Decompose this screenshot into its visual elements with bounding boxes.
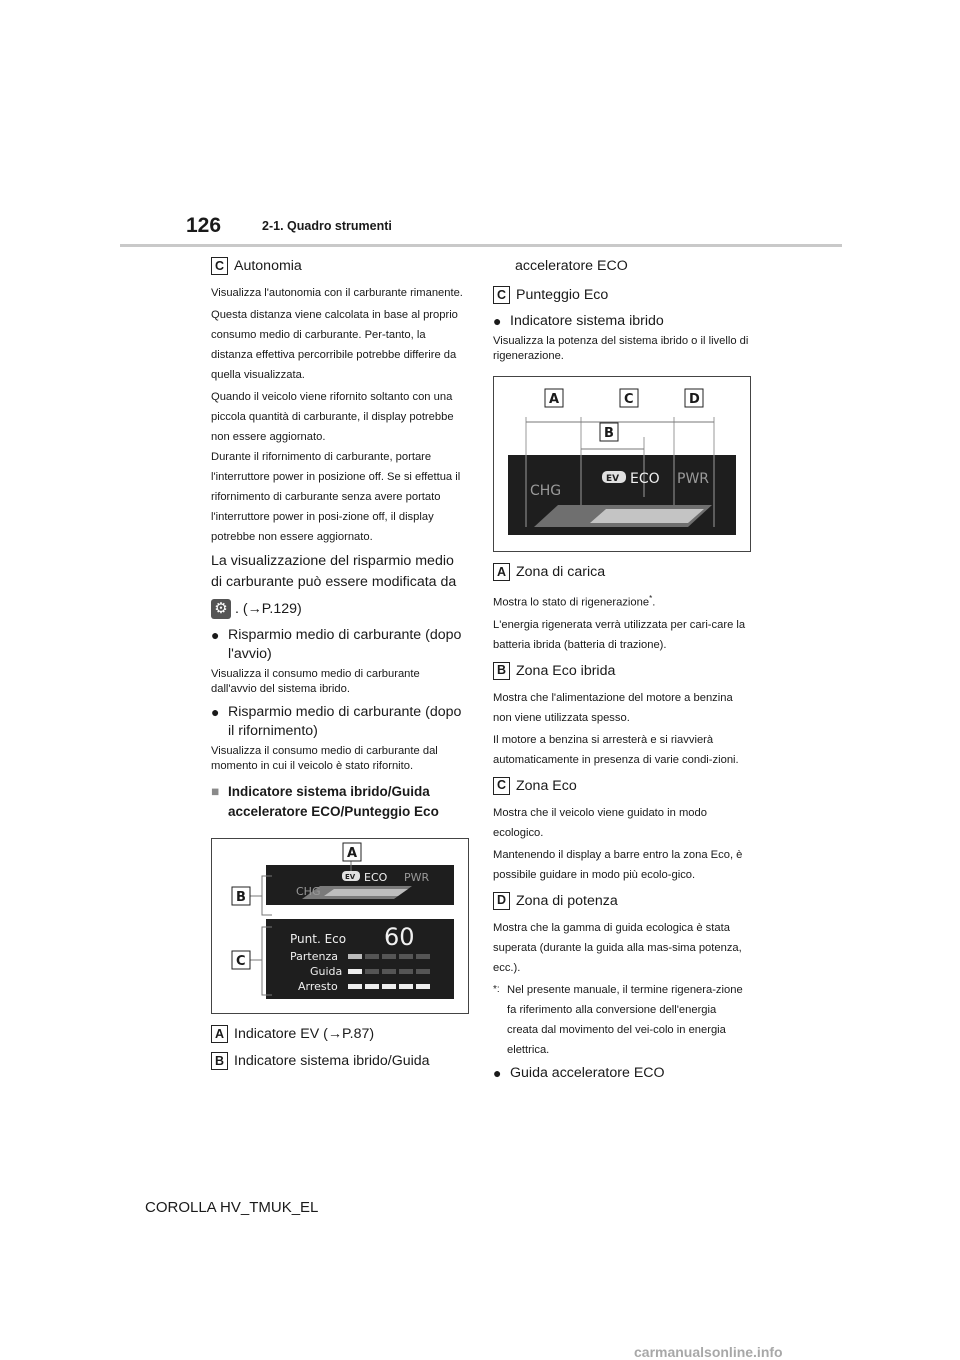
hybrid-guide-title: Indicatore sistema ibrido/Guida xyxy=(234,1053,430,1069)
callout-c: C xyxy=(624,392,634,407)
bullet-after-refuel-title: Risparmio medio di carburante (dopo il rifornimento) xyxy=(228,704,462,739)
footnote-star: * xyxy=(649,594,653,603)
footnote-mark: *: xyxy=(493,983,500,995)
figure-hybrid-zones xyxy=(493,376,751,552)
label-a-box: A xyxy=(493,563,510,581)
callout-b: B xyxy=(604,426,614,441)
eco-label: ECO xyxy=(364,871,388,884)
row-stop-label: Arresto xyxy=(298,980,338,993)
autonomia-title: Autonomia xyxy=(234,258,302,274)
autonomia-text-2: Questa distanza viene calcolata in base al proprio consumo medio di carburante. Per-tanto, la distanza effettiva percorribile potrebbe differire da quella visualizzata. xyxy=(211,309,458,381)
label-b-box: B xyxy=(211,1052,228,1070)
charge-zone-title: Zona di carica xyxy=(516,564,606,580)
charge-zone-text-1 xyxy=(493,589,749,613)
autonomia-text-4: Durante il rifornimento di carburante, portare l'interruttore power in posizione off. Se si effettua il rifornimento di carburante senza avere portato l'interruttore power in posi-zione off, il display potrebbe non essere aggiornato. xyxy=(211,451,461,543)
chg-label: CHG xyxy=(530,483,562,499)
ev-badge-text: EV xyxy=(606,474,620,484)
charge-zone-text-1-main: Mostra lo stato di rigenerazione xyxy=(493,596,650,609)
footnote xyxy=(493,980,749,1060)
footer-model: COROLLA HV_TMUK_EL xyxy=(145,1199,319,1216)
watermark: carmanualsonline.info xyxy=(634,1344,783,1360)
right-column xyxy=(493,256,749,1086)
hybrid-guide-heading xyxy=(211,1051,467,1071)
change-text: La visualizzazione del risparmio medio di carburante può essere modificata da xyxy=(211,553,457,590)
header-rule xyxy=(120,244,842,247)
eco-zone-heading xyxy=(493,776,749,796)
footnote-text: Nel presente manuale, il termine rigenera-zione fa riferimento alla conversione dell'energia creata dal movimento del vei-colo in energia elettrica. xyxy=(507,983,743,1056)
hybrid-bar-highlight xyxy=(590,509,704,523)
ev-indicator-title: Indicatore EV (→P.87) xyxy=(234,1026,375,1042)
bullet-after-start-title: Risparmio medio di carburante (dopo l'avvio) xyxy=(228,627,462,662)
callout-a: A xyxy=(549,392,560,407)
bullet-dot-icon: ● xyxy=(211,704,220,720)
bullet-dot-icon: ● xyxy=(493,313,502,329)
bullet-dot-icon: ● xyxy=(211,627,220,643)
continued-text: acceleratore ECO xyxy=(515,258,628,274)
bullet-after-start-text: Visualizza il consumo medio di carburante dall'avvio del sistema ibrido. xyxy=(211,668,420,695)
callout-a: A xyxy=(347,846,358,861)
row-start-label: Partenza xyxy=(290,950,338,963)
label-b-box: B xyxy=(493,662,510,680)
label-c-box: C xyxy=(493,286,510,304)
chg-label: CHG xyxy=(296,885,321,898)
bullet-dot-icon: ● xyxy=(493,1064,502,1081)
hybrid-bar-highlight xyxy=(324,889,408,896)
power-zone-heading xyxy=(493,891,749,911)
hybrid-indicator-text: Visualizza la potenza del sistema ibrido o il livello di rigenerazione. xyxy=(493,335,749,362)
ev-indicator-heading xyxy=(211,1024,467,1044)
left-column xyxy=(211,256,467,1078)
bullet-eco-guide xyxy=(493,1064,749,1083)
pwr-label: PWR xyxy=(404,871,430,884)
eco-zone-text-1: Mostra che il veicolo viene guidato in modo ecologico. xyxy=(493,806,707,839)
settings-gear-icon xyxy=(211,599,231,619)
eco-score-label: Punt. Eco xyxy=(290,932,347,946)
bullet-eco-guide-title: Guida acceleratore ECO xyxy=(510,1064,665,1081)
label-a-box: A xyxy=(211,1025,228,1043)
charge-zone-heading xyxy=(493,562,749,582)
callout-c: C xyxy=(236,954,246,969)
bullet-after-refuel xyxy=(211,703,467,741)
eco-zone-title: Zona Eco xyxy=(516,777,577,794)
callout-d: D xyxy=(689,392,700,407)
hybrid-eco-zone-text-2: Il motore a benzina si arresterà e si riavvierà automaticamente in presenza di varie condi-zioni. xyxy=(493,733,739,766)
eco-score-value: 60 xyxy=(384,923,415,951)
row-drive-label: Guida xyxy=(310,965,343,978)
eco-score-heading xyxy=(493,285,749,305)
label-c-box: C xyxy=(493,777,510,795)
label-c-box: C xyxy=(211,257,228,275)
power-zone-text: Mostra che la gamma di guida ecologica è stata superata (durante la guida alla mas-sima potenza, ecc.). xyxy=(493,921,742,974)
label-d-box: D xyxy=(493,892,510,910)
page-number: 126 xyxy=(186,214,222,237)
power-zone-title: Zona di potenza xyxy=(516,892,618,909)
eco-score-title: Punteggio Eco xyxy=(516,287,609,303)
bullet-hybrid-indicator xyxy=(493,312,749,331)
ev-badge-text: EV xyxy=(345,873,356,881)
subsection-heading xyxy=(211,782,467,822)
hybrid-zones-illustration xyxy=(494,377,750,551)
callout-b: B xyxy=(236,890,246,905)
figure-eco-display xyxy=(211,838,469,1014)
bullet-hybrid-indicator-title: Indicatore sistema ibrido xyxy=(510,313,664,329)
section-title: 2-1. Quadro strumenti xyxy=(262,219,392,233)
bullet-after-refuel-text: Visualizza il consumo medio di carburante dal momento in cui il veicolo è stato rifornito. xyxy=(211,745,438,772)
eco-label: ECO xyxy=(630,471,660,487)
autonomia-heading xyxy=(211,256,467,276)
hybrid-eco-zone-text-1: Mostra che l'alimentazione del motore a benzina non viene utilizzata spesso. xyxy=(493,691,733,724)
hybrid-eco-zone-heading xyxy=(493,661,749,681)
subsection-title: Indicatore sistema ibrido/Guida acceleratore ECO/Punteggio Eco xyxy=(228,784,439,819)
eco-zone-text-2: Mantenendo il display a barre entro la zona Eco, è possibile guidare in modo più ecolo-gico. xyxy=(493,848,743,881)
charge-zone-text-1-end: . xyxy=(652,596,656,609)
change-reference-text: . (→P.129) xyxy=(235,601,302,617)
bullet-after-start xyxy=(211,626,467,664)
change-reference xyxy=(211,599,467,620)
eco-display-illustration xyxy=(212,839,468,1013)
autonomia-text-3: Quando il veicolo viene rifornito soltanto con una piccola quantità di carburante, il display potrebbe non essere aggiornato. xyxy=(211,391,454,443)
hybrid-eco-zone-title: Zona Eco ibrida xyxy=(516,662,616,679)
charge-zone-text-2: L'energia rigenerata verrà utilizzata per cari-care la batteria ibrida (batteria di trazione). xyxy=(493,618,746,651)
square-bullet-icon: ■ xyxy=(211,784,220,799)
pwr-label: PWR xyxy=(677,471,710,487)
autonomia-text-1: Visualizza l'autonomia con il carburante rimanente. xyxy=(211,287,463,299)
